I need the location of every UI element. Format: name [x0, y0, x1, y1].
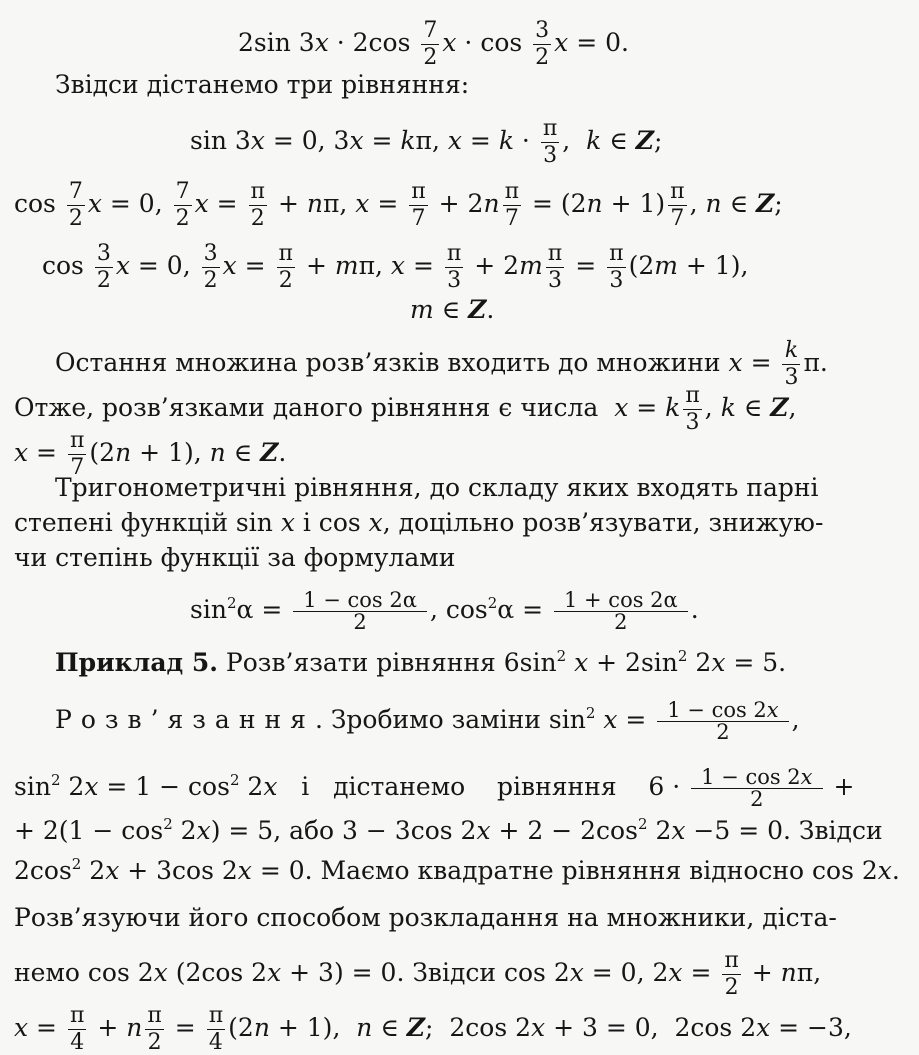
formula-line-13: $\sin^2\alpha$ = $\frac{1 - \cos 2\alpha}{2}$ , $\cos^2\alpha$ = $\frac{1 + \cos 2\alpha}{2}$ .: [190, 588, 699, 634]
solution-line-17: + $2(1 - \cos^2 2x) = 5$, або 3 − 3cos $2x + 2 - 2\cos^2$ 2x −5 = 0. Звідси: [14, 815, 883, 845]
text-line-2: Звідси дістанемо три рівняння:: [55, 70, 470, 99]
solution-line-18: $2\cos^2$ 2x + 3cos 2x = 0. Маємо квадратне рівняння відносно cos 2x.: [14, 855, 900, 885]
equation-line-3: sin 3x = 0, 3x = kπ, x = k · $\frac{\pi}{3}$ , k ∈ Z;: [190, 116, 663, 168]
solution-line-19: Розв’язуючи його способом розкладання на множники, діста-: [14, 903, 837, 932]
text-line-10: Тригонометричні рівняння, до складу яких входять парні: [55, 473, 819, 502]
equation-line-4: cos $\frac{7}{2}$ x = 0, $\frac{7}{2}$ x = $\frac{\pi}{2}$ + nπ, x = $\frac{\pi}{7}$ + 2n $\frac{\pi}{7}$ = (2n + 1) $\frac{\pi}{7}$ , n ∈ Z;: [14, 179, 783, 231]
text-line-8: Отже, розв’язками даного рівняння є числа x = k $\frac{\pi}{3}$ , k ∈ Z,: [14, 383, 797, 435]
text-line-9: x = $\frac{\pi}{7}$ (2n + 1), n ∈ Z.: [14, 428, 287, 480]
solution-line-21: x = $\frac{\pi}{4}$ + n $\frac{\pi}{2}$ = $\frac{\pi}{4}$ (2n + 1), n ∈ Z; 2cos 2x + 3 = 0, 2cos 2x = −3,: [14, 1003, 852, 1055]
example-title-line-14: Приклад 5. Розв’язати рівняння $6\sin^2$ $x + 2\sin^2$ 2x = 5.: [55, 647, 787, 677]
equation-line-5: cos $\frac{3}{2}$ x = 0, $\frac{3}{2}$ x = $\frac{\pi}{2}$ + mπ, x = $\frac{\pi}{3}$ + 2m $\frac{\pi}{3}$ = $\frac{\pi}{3}$ (2m + 1),: [42, 241, 749, 293]
text-line-7: Остання множина розв’язків входить до множини x = $\frac{k}{3}$ π.: [55, 338, 828, 390]
solution-line-16: $\sin^2 2x = 1 - \cos^2 2x$ і дістанемо рівняння 6 · $\frac{1 - \cos 2x}{2}$ +: [14, 765, 855, 811]
solution-line-20: немо cos 2x (2cos 2x + 3) = 0. Звідси cos 2x = 0, 2x = $\frac{\pi}{2}$ + nπ,: [14, 948, 822, 1000]
equation-line-6: m ∈ Z.: [410, 295, 495, 324]
text-line-12: чи степінь функції за формулами: [14, 543, 456, 572]
equation-line-1: 2sin 3x · 2cos $\frac{7}{2}$ x · cos $\frac{3}{2}$ x = 0.: [238, 18, 629, 70]
solution-line-15: Розв’язання. Зробимо заміни $\sin^2 x$ = $\frac{1 - \cos 2x}{2}$ ,: [55, 698, 800, 744]
text-line-11: степені функцій sin x і cos x, доцільно розв’язувати, знижую-: [14, 508, 824, 537]
